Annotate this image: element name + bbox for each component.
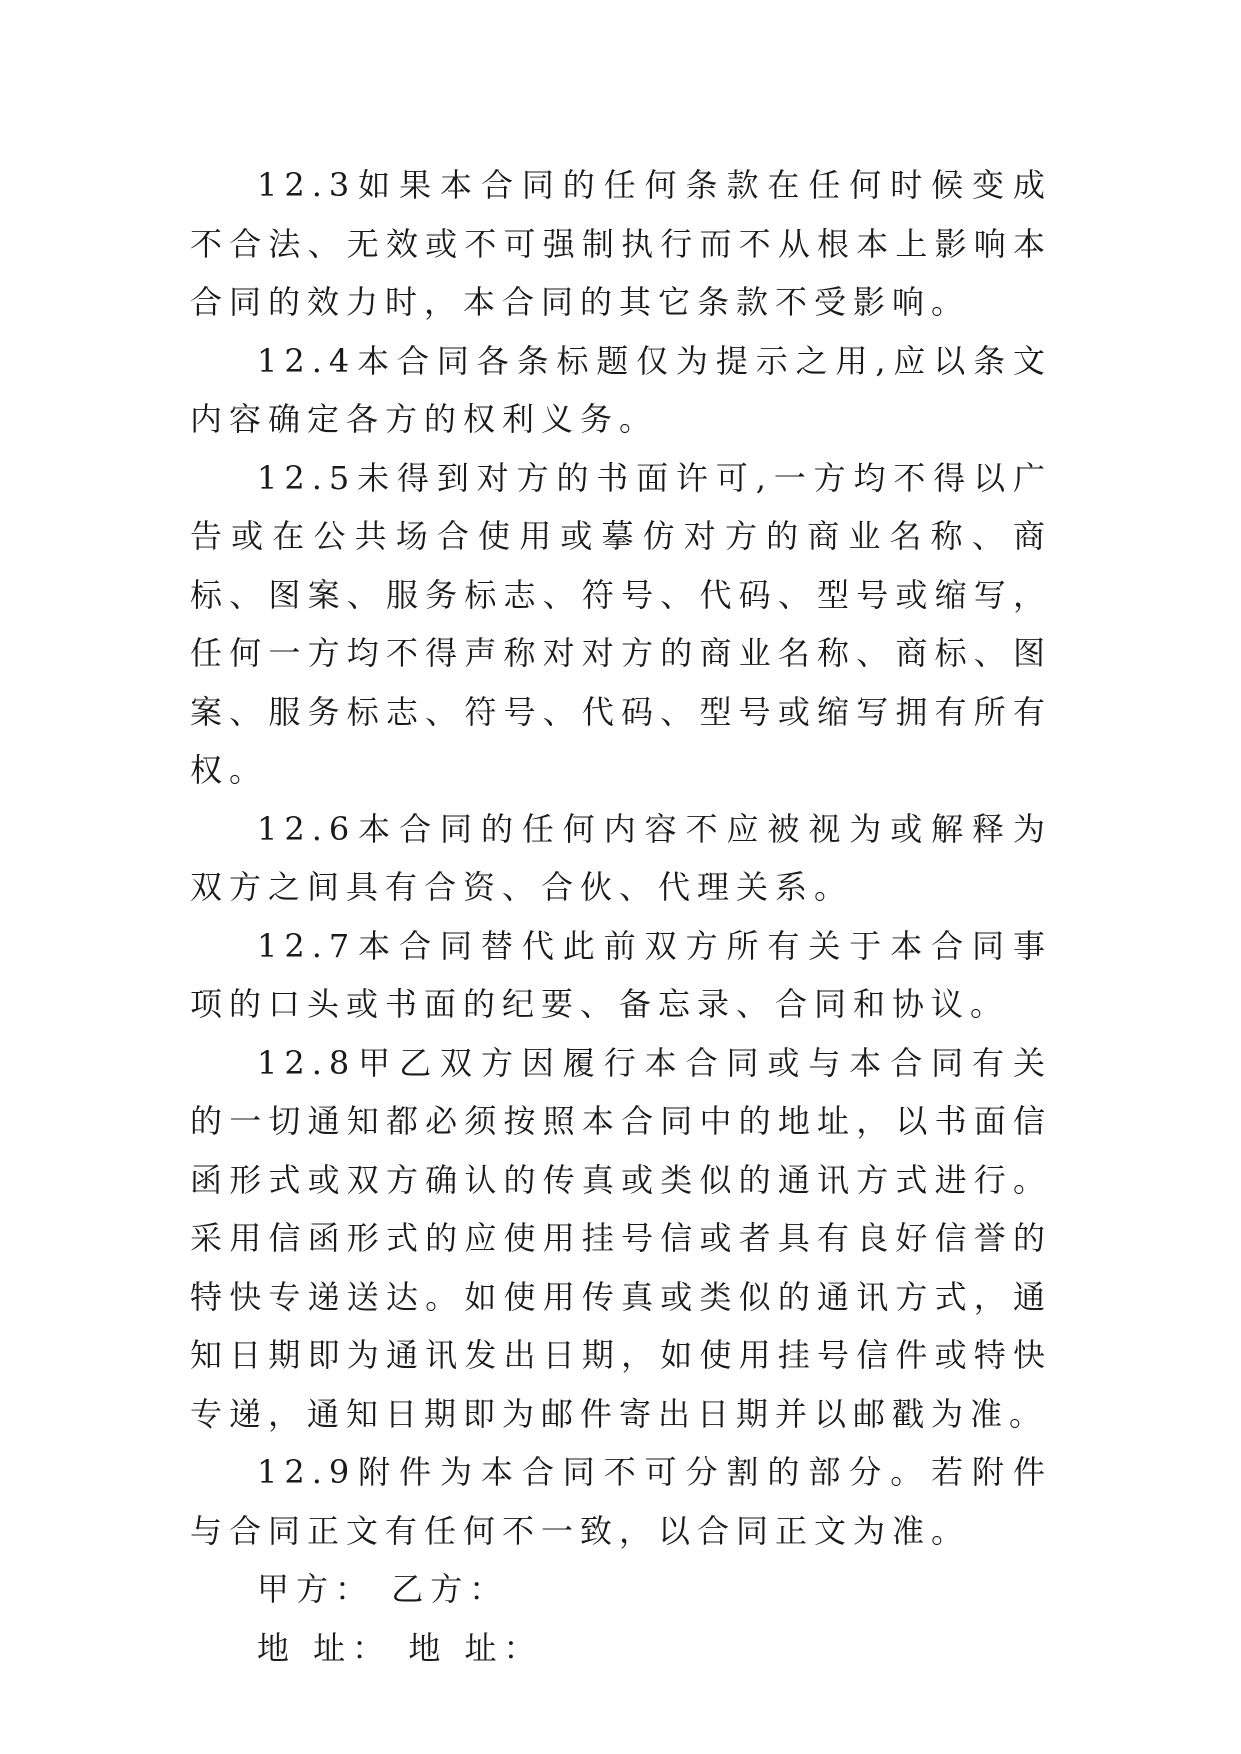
- clause-text: 本合同的任何内容不应被视为或解释为双方之间具有合资、合伙、代理关系。: [190, 809, 1052, 906]
- address-b-label: 地 址：: [408, 1628, 543, 1667]
- clause-12-4: [190, 332, 1052, 449]
- address-labels-line: [190, 1619, 1052, 1678]
- clause-number: 12.4: [257, 341, 357, 380]
- clause-number: 12.5: [257, 458, 357, 497]
- clause-number: 12.7: [257, 926, 357, 965]
- clause-number: 12.8: [257, 1043, 357, 1082]
- clause-12-3: [190, 156, 1052, 332]
- clause-text: 甲乙双方因履行本合同或与本合同有关的一切通知都必须按照本合同中的地址，以书面信函形式或双方确认的传真或类似的通讯方式进行。采用信函形式的应使用挂号信或者具有良好信誉的特快专递送达。如使用传真或类似的通讯方式，通知日期即为通讯发出日期，如使用挂号信件或特快专递，通知日期即为邮件寄出日期并以邮戳为准。: [190, 1043, 1052, 1433]
- clause-text: 本合同各条标题仅为提示之用,应以条文内容确定各方的权利义务。: [190, 341, 1052, 438]
- clause-number: 12.9: [257, 1453, 357, 1491]
- clause-number: 12.6: [257, 809, 357, 848]
- clause-text: 未得到对方的书面许可,一方均不得以广告或在公共场合使用或摹仿对方的商业名称、商标、图案、服务标志、符号、代码、型号或缩写，任何一方均不得声称对对方的商业名称、商标、图案、服务标志、符号、代码、型号或缩写拥有所有权。: [190, 458, 1052, 789]
- clause-number: 12.3: [257, 166, 357, 204]
- clause-12-5: [190, 449, 1052, 800]
- party-b-label: 乙方：: [391, 1570, 509, 1608]
- party-labels-line: [190, 1560, 1052, 1619]
- clause-12-7: [190, 917, 1052, 1034]
- contract-body: [190, 156, 1052, 1677]
- clause-text: 本合同替代此前双方所有关于本合同事项的口头或书面的纪要、备忘录、合同和协议。: [190, 926, 1052, 1023]
- clause-12-6: [190, 800, 1052, 917]
- clause-text: 如果本合同的任何条款在任何时候变成不合法、无效或不可强制执行而不从根本上影响本合同的效力时，本合同的其它条款不受影响。: [190, 166, 1052, 321]
- party-a-label: 甲方：: [257, 1570, 375, 1608]
- clause-text: 附件为本合同不可分割的部分。若附件与合同正文有任何不一致，以合同正文为准。: [190, 1453, 1052, 1550]
- address-a-label: 地 址：: [257, 1628, 392, 1667]
- clause-12-8: [190, 1034, 1052, 1444]
- clause-12-9: [190, 1443, 1052, 1560]
